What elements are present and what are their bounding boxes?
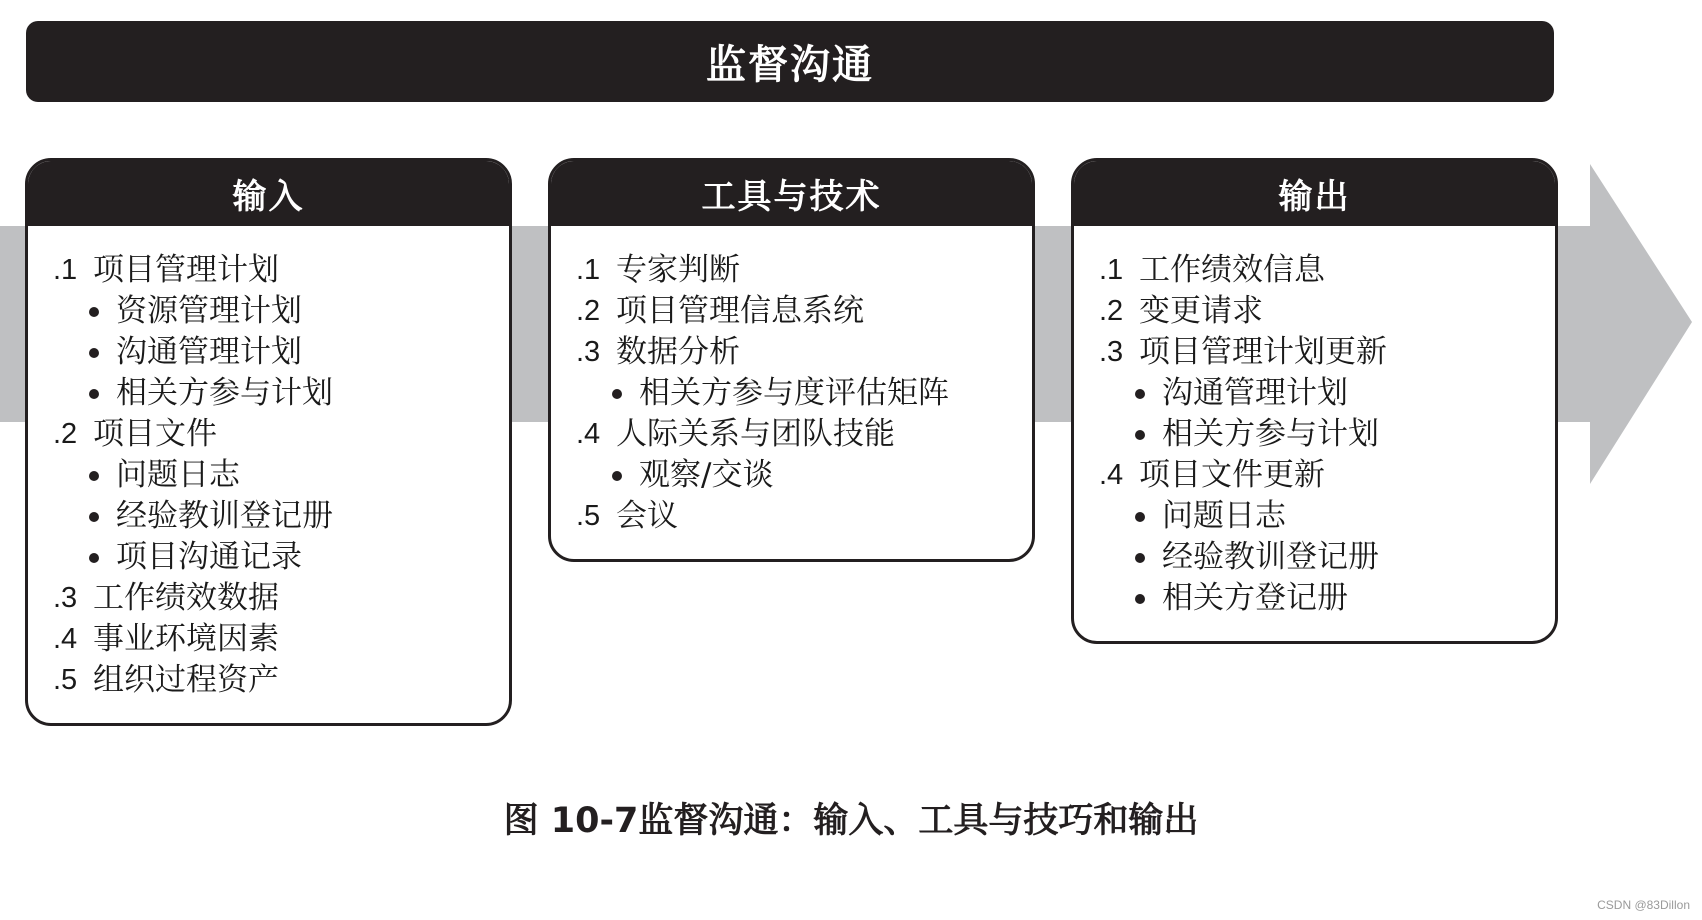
watermark: CSDN @83Dillon [1597, 898, 1690, 912]
sub-list-item [53, 455, 509, 496]
item-label: 项目管理计划 [93, 252, 279, 288]
list-item [1099, 291, 1555, 332]
list-item [53, 578, 509, 619]
list-item [1099, 332, 1555, 373]
item-number: .2 [53, 418, 78, 450]
item-number: .3 [53, 582, 78, 614]
sub-item-label: 相关方参与计划 [1162, 416, 1379, 452]
list-item [576, 496, 1032, 537]
list-item [1099, 455, 1555, 496]
sub-item-label: 相关方登记册 [1162, 580, 1348, 616]
item-number: .3 [1099, 336, 1124, 368]
sub-list-item [1099, 537, 1555, 578]
panel-inputs [25, 158, 512, 726]
sub-list-item [53, 373, 509, 414]
list-item [576, 332, 1032, 373]
item-number: .2 [576, 295, 601, 327]
sub-list-item [53, 537, 509, 578]
item-number: .4 [53, 623, 78, 655]
process-title: 监督沟通 [26, 21, 1554, 102]
item-label: 工作绩效数据 [93, 580, 279, 616]
item-label: 项目文件 [93, 416, 217, 452]
list-item [576, 414, 1032, 455]
sub-item-label: 经验教训登记册 [116, 498, 333, 534]
item-number: .1 [53, 254, 78, 286]
panel-header: 工具与技术 [551, 161, 1032, 226]
list-item [576, 291, 1032, 332]
panel-list [28, 226, 509, 701]
item-number: .1 [576, 254, 601, 286]
bullet-icon [1135, 553, 1145, 563]
figure-caption: 图 10-7监督沟通：输入、工具与技巧和输出 [503, 801, 1199, 841]
bullet-icon [89, 307, 99, 317]
item-label: 项目文件更新 [1139, 457, 1325, 493]
item-number: .3 [576, 336, 601, 368]
item-number: .4 [576, 418, 601, 450]
list-item [53, 660, 509, 701]
bullet-icon [1135, 430, 1145, 440]
sub-item-label: 相关方参与度评估矩阵 [639, 375, 949, 411]
sub-list-item [53, 496, 509, 537]
bullet-icon [1135, 594, 1145, 604]
sub-list-item [53, 332, 509, 373]
item-label: 专家判断 [616, 252, 740, 288]
sub-list-item [1099, 414, 1555, 455]
bullet-icon [89, 389, 99, 399]
sub-item-label: 问题日志 [116, 457, 240, 493]
bullet-icon [89, 512, 99, 522]
sub-item-label: 资源管理计划 [116, 293, 302, 329]
item-label: 项目管理计划更新 [1139, 334, 1387, 370]
sub-item-label: 观察/交谈 [639, 457, 774, 493]
sub-list-item [53, 291, 509, 332]
item-label: 工作绩效信息 [1139, 252, 1325, 288]
bullet-icon [89, 471, 99, 481]
item-label: 组织过程资产 [93, 662, 279, 698]
bullet-icon [612, 389, 622, 399]
bullet-icon [89, 348, 99, 358]
item-number: .1 [1099, 254, 1124, 286]
list-item [53, 619, 509, 660]
sub-item-label: 沟通管理计划 [1162, 375, 1348, 411]
panel-list [1074, 226, 1555, 619]
item-label: 会议 [616, 498, 678, 534]
sub-list-item [1099, 373, 1555, 414]
item-label: 事业环境因素 [93, 621, 279, 657]
item-number: .2 [1099, 295, 1124, 327]
bullet-icon [612, 471, 622, 481]
item-label: 变更请求 [1139, 293, 1263, 329]
list-item [1099, 250, 1555, 291]
sub-list-item [576, 373, 1032, 414]
bullet-icon [89, 553, 99, 563]
sub-list-item [1099, 578, 1555, 619]
panel-tools-techniques [548, 158, 1035, 562]
list-item [53, 414, 509, 455]
panel-header: 输入 [28, 161, 509, 226]
sub-item-label: 项目沟通记录 [116, 539, 302, 575]
list-item [576, 250, 1032, 291]
bullet-icon [1135, 512, 1145, 522]
sub-item-label: 相关方参与计划 [116, 375, 333, 411]
bullet-icon [1135, 389, 1145, 399]
item-label: 项目管理信息系统 [616, 293, 864, 329]
panel-header: 输出 [1074, 161, 1555, 226]
list-item [53, 250, 509, 291]
item-number: .5 [53, 664, 78, 696]
item-number: .4 [1099, 459, 1124, 491]
item-number: .5 [576, 500, 601, 532]
item-label: 人际关系与团队技能 [616, 416, 895, 452]
panel-outputs [1071, 158, 1558, 644]
sub-list-item [1099, 496, 1555, 537]
sub-item-label: 沟通管理计划 [116, 334, 302, 370]
sub-item-label: 经验教训登记册 [1162, 539, 1379, 575]
sub-item-label: 问题日志 [1162, 498, 1286, 534]
panel-list [551, 226, 1032, 537]
item-label: 数据分析 [616, 334, 740, 370]
sub-list-item [576, 455, 1032, 496]
